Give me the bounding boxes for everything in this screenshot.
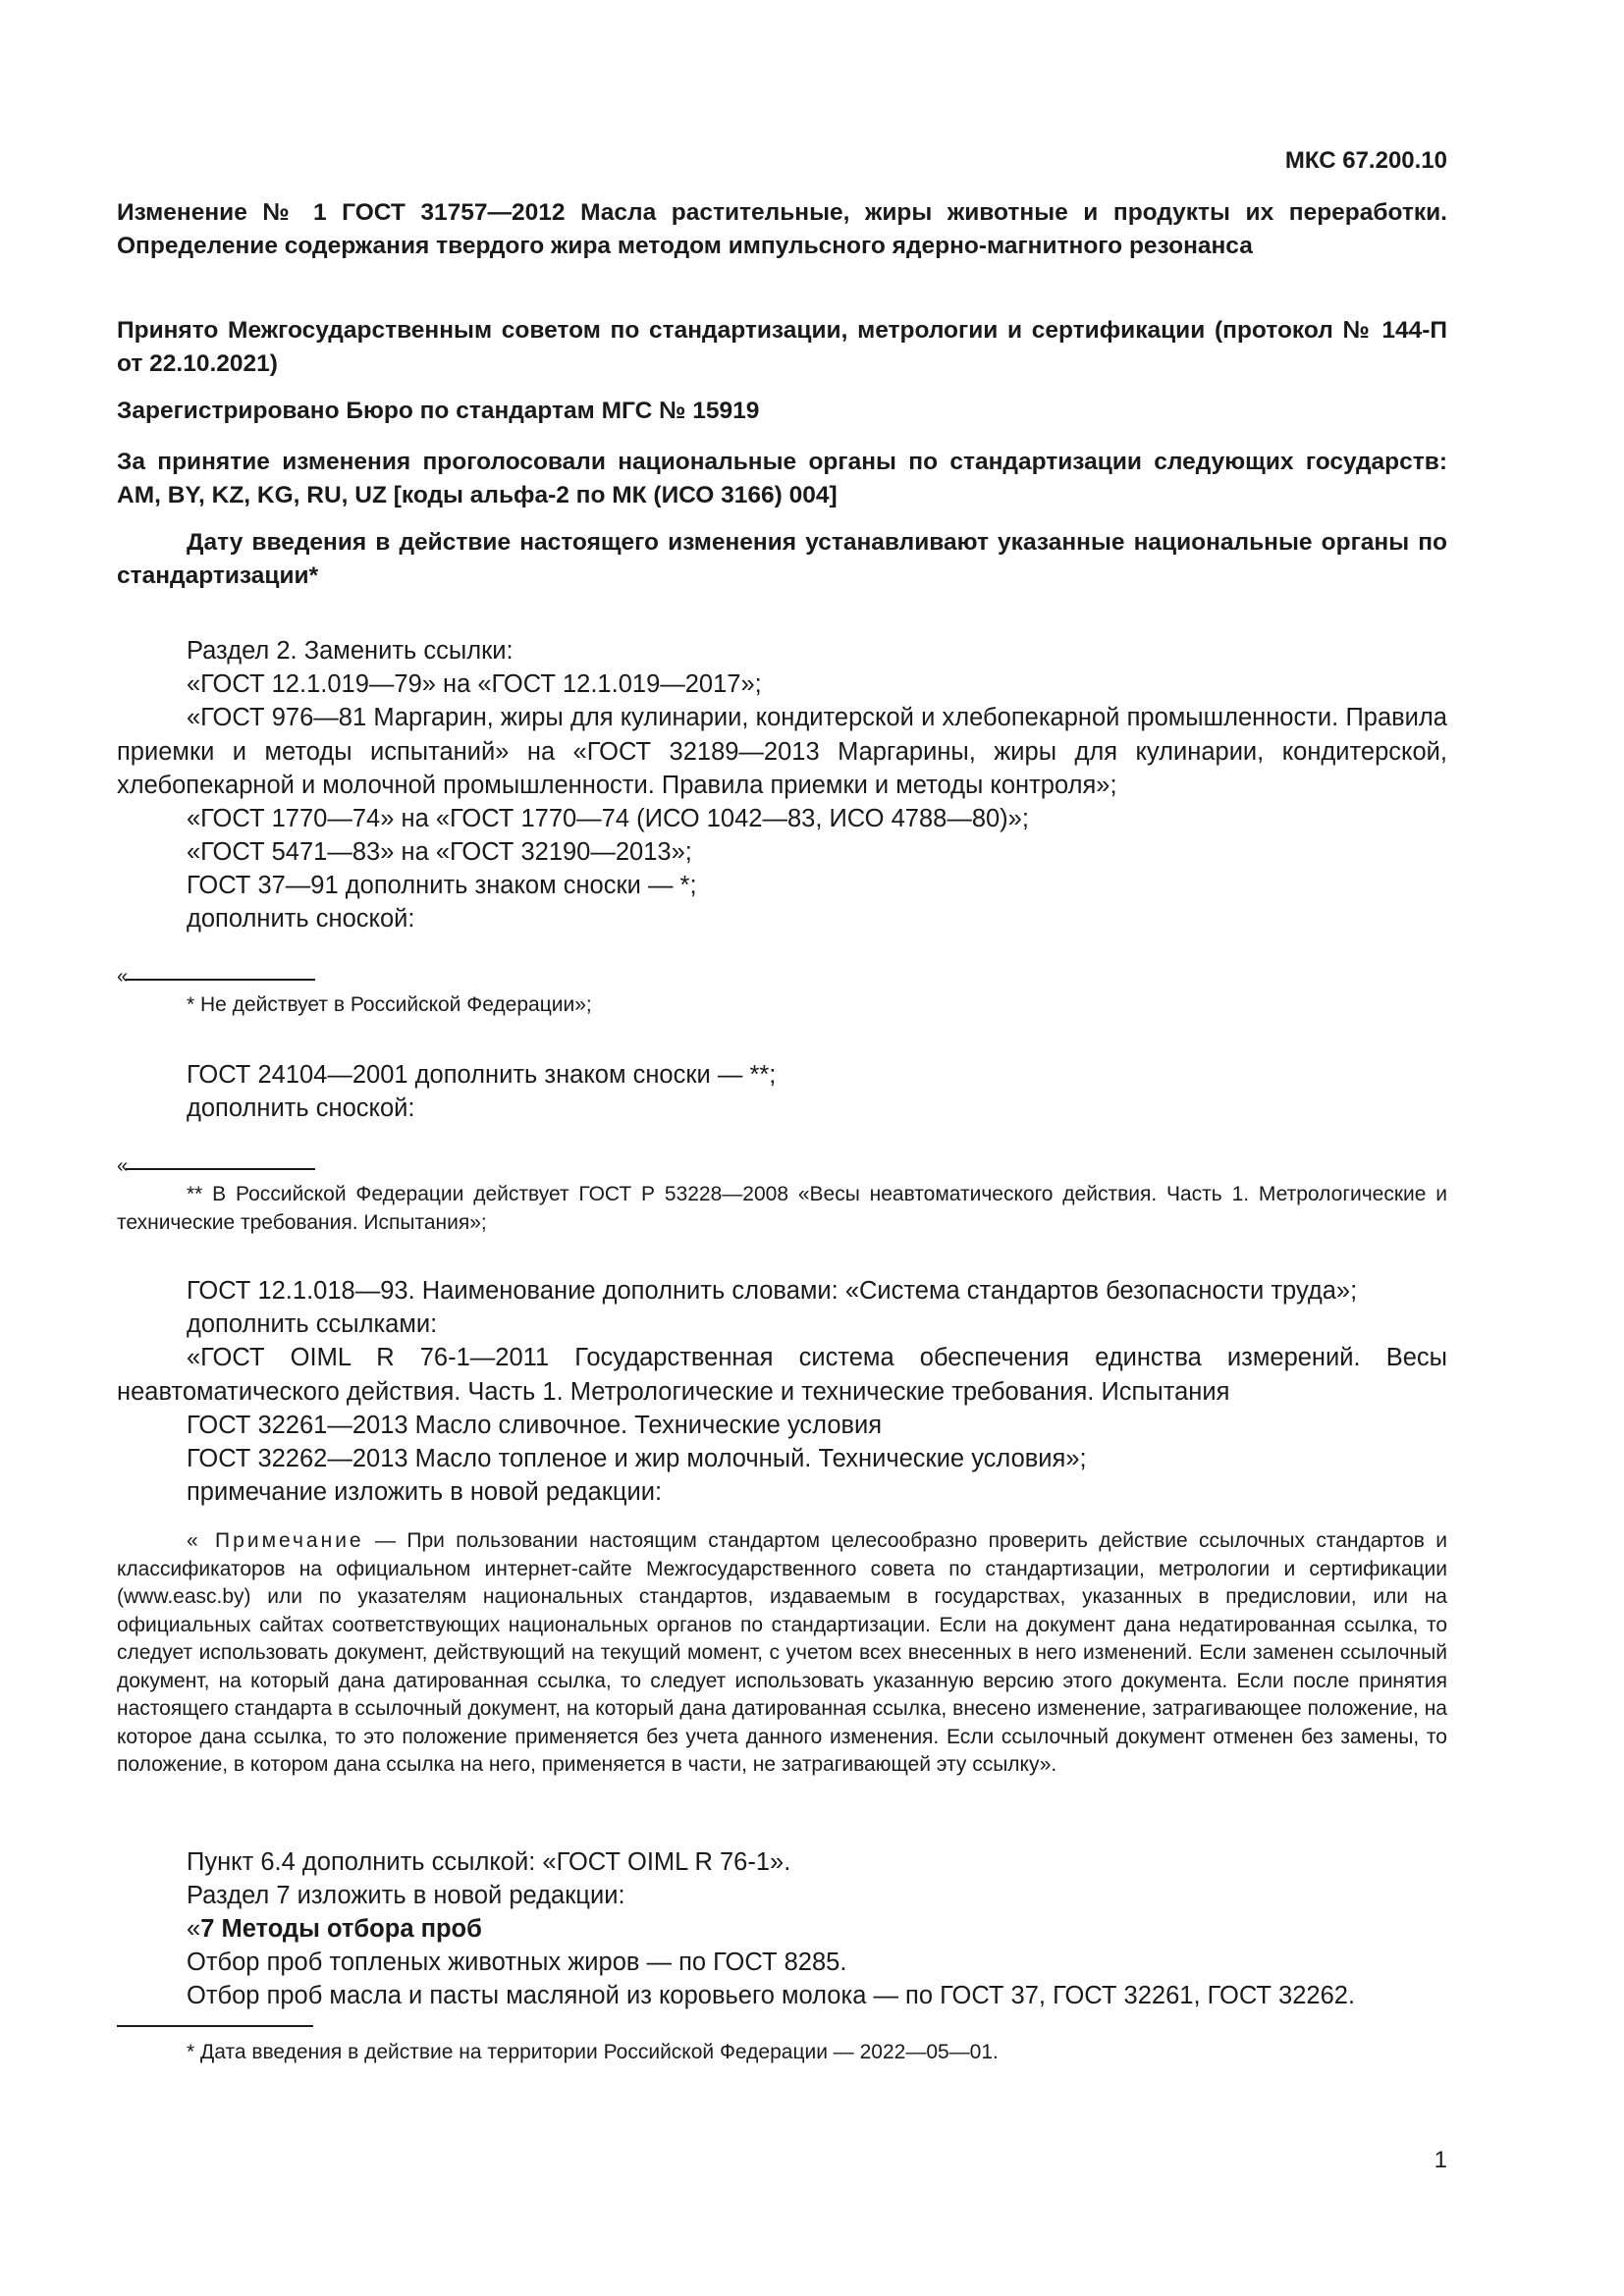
page-footnote-rule xyxy=(117,2025,313,2027)
added-ref-oiml: «ГОСТ OIML R 76-1—2011 Государственная система обеспечения единства измерений. Весы неавтоматического действия. Часть 1. Метрологические и технические требования. Испытания xyxy=(117,1344,1447,1406)
voting-statement: За принятие изменения проголосовали национальные органы по стандартизации следующих государств: AM, BY, KZ, KG, RU, UZ [коды альфа-2 по МК (ИСО 3166) 004] xyxy=(117,449,1447,508)
effective-date-statement: Дату введения в действие настоящего изменения устанавливают указанные национальные органы по стандартизации* xyxy=(117,529,1447,589)
amendment-title: Изменение № 1 ГОСТ 31757—2012 Масла растительные, жиры животные и продукты их переработки. Определение содержания твердого жира методом импульсного ядерно-магнитного резонанса xyxy=(117,199,1447,259)
quote-open-1: « xyxy=(117,966,129,988)
footnote-rule-1 xyxy=(126,979,315,981)
mks-code: МКС 67.200.10 xyxy=(1284,147,1447,174)
heading-text: 7 Методы отбора проб xyxy=(200,1915,482,1943)
replace-ref-1: «ГОСТ 12.1.019—79» на «ГОСТ 12.1.019—2017»; xyxy=(187,670,762,698)
page-number: 1 xyxy=(1434,2147,1447,2173)
page-footnote: * Дата введения в действие на территории Российской Федерации — 2022—05—01. xyxy=(187,2041,999,2063)
added-ref-32261: ГОСТ 32261—2013 Масло сливочное. Технические условия xyxy=(187,1412,883,1439)
section7-heading xyxy=(187,1912,482,1947)
inserted-footnote-1: * Не действует в Российской Федерации»; xyxy=(187,993,592,1016)
note-paragraph xyxy=(117,1527,1447,1780)
footnote-mark-instruction-1: ГОСТ 37—91 дополнить знаком сноски — *; xyxy=(187,872,697,899)
heading-quote: « xyxy=(187,1915,201,1943)
note-text: — При пользовании настоящим стандартом целесообразно проверить действие ссылочных стандартов и классификаторов на официальном интернет-сайте Межгосударственного совета по стандартизации, метрологии и сертификации (www.easc.by) или по указателям национальных стандартов, издаваемым в государствах, указанных в предисловии, или на официальных сайтах соответствующих национальных органов по стандартизации. Если на документ дана недатированная ссылка, то следует использовать документ, действующий на текущий момент, с учетом всех внесенных в него изменений. Если заменен ссылочный документ, на который дана датированная ссылка, то следует использовать указанную версию этого документа. Если после принятия настоящего стандарта в ссылочный документ, на который дана датированная ссылка, внесено изменение, затрагивающее положение, на которое дана ссылка, то это положение применяется без учета данного изменения. Если ссылочный документ отменен без замены, то положение, в котором дана ссылка на него, применяется в части, не затрагивающей эту ссылку». xyxy=(117,1529,1447,1776)
add-footnote-instruction-1: дополнить сноской: xyxy=(187,905,415,933)
footnote-rule-2 xyxy=(126,1168,315,1170)
item-6-4-instruction: Пункт 6.4 дополнить ссылкой: «ГОСТ OIML R 76-1». xyxy=(187,1848,791,1876)
sampling-rule-fats: Отбор проб топленых животных жиров — по ГОСТ 8285. xyxy=(187,1949,847,1976)
rename-instruction: ГОСТ 12.1.018—93. Наименование дополнить словами: «Система стандартов безопасности труда»; xyxy=(187,1277,1358,1305)
add-footnote-instruction-2: дополнить сноской: xyxy=(187,1095,415,1122)
replace-ref-2: «ГОСТ 976—81 Маргарин, жиры для кулинарии, кондитерской и хлебопекарной промышленности. Правила приемки и методы испытаний» на «ГОСТ 32189—2013 Маргарины, жиры для кулинарии, кондитерской, хлебопекарной и молочной промышленности. Правила приемки и методы контроля»; xyxy=(117,704,1447,799)
footnote-mark-instruction-2: ГОСТ 24104—2001 дополнить знаком сноски — **; xyxy=(187,1061,777,1089)
section7-instruction: Раздел 7 изложить в новой редакции: xyxy=(187,1882,625,1909)
adopted-statement: Принято Межгосударственным советом по стандартизации, метрологии и сертификации (протокол № 144-П от 22.10.2021) xyxy=(117,317,1447,377)
note-label: « Примечание xyxy=(187,1529,364,1552)
inserted-footnote-2: ** В Российской Федерации действует ГОСТ Р 53228—2008 «Весы неавтоматического действия. Часть 1. Метрологические и технические требования. Испытания»; xyxy=(117,1183,1447,1234)
add-refs-instruction: дополнить ссылками: xyxy=(187,1310,438,1338)
quote-open-2: « xyxy=(117,1155,129,1177)
added-ref-32262: ГОСТ 32262—2013 Масло топленое и жир молочный. Технические условия»; xyxy=(187,1445,1087,1472)
registration-statement: Зарегистрировано Бюро по стандартам МГС № 15919 xyxy=(117,398,760,424)
note-instruction: примечание изложить в новой редакции: xyxy=(187,1478,663,1506)
replace-ref-4: «ГОСТ 5471—83» на «ГОСТ 32190—2013»; xyxy=(187,838,692,866)
sampling-rule-butter: Отбор проб масла и пасты масляной из коровьего молока — по ГОСТ 37, ГОСТ 32261, ГОСТ 32262. xyxy=(187,1982,1356,2009)
replace-ref-3: «ГОСТ 1770—74» на «ГОСТ 1770—74 (ИСО 1042—83, ИСО 4788—80)»; xyxy=(187,805,1029,832)
section2-intro: Раздел 2. Заменить ссылки: xyxy=(187,637,514,665)
